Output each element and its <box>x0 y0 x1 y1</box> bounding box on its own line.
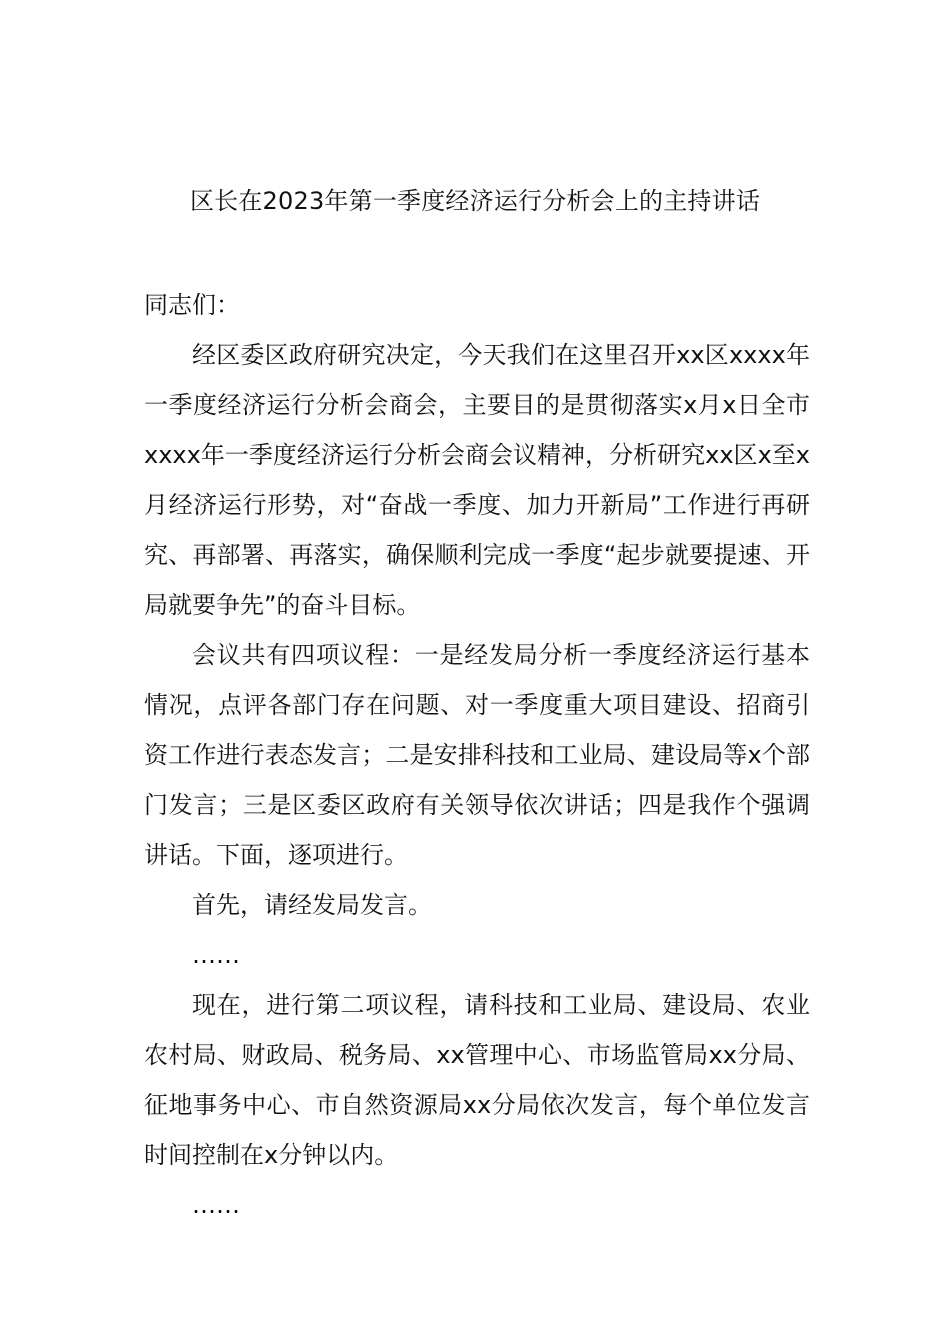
document-title: 区长在2023年第一季度经济运行分析会上的主持讲话 <box>189 187 761 215</box>
document-body <box>144 280 810 1230</box>
ellipsis-1: …… <box>192 941 240 969</box>
paragraph-first-speaker: 首先，请经发局发言。 <box>192 891 432 919</box>
paragraph-opening: 经区委区政府研究决定，今天我们在这里召开xx区xxxx年一季度经济运行分析会商会，主要目的是贯彻落实x月x日全市xxxx年一季度经济运行分析会商会议精神，分析研究xx区x至x月经济运行形势，对“奋战一季度、加力开新局”工作进行再研究、再部署、再落实，确保顺利完成一季度“起步就要提速、开局就要争先”的奋斗目标。 <box>144 341 810 619</box>
paragraph-second-agenda: 现在，进行第二项议程，请科技和工业局、建设局、农业农村局、财政局、税务局、xx管理中心、市场监管局xx分局、征地事务中心、市自然资源局xx分局依次发言，每个单位发言时间控制在x分钟以内。 <box>144 991 810 1169</box>
greeting: 同志们： <box>144 291 240 319</box>
ellipsis-2: …… <box>192 1191 240 1219</box>
paragraph-agenda: 会议共有四项议程：一是经发局分析一季度经济运行基本情况，点评各部门存在问题、对一季度重大项目建设、招商引资工作进行表态发言；二是安排科技和工业局、建设局等x个部门发言；三是区委区政府有关领导依次讲话；四是我作个强调讲话。下面，逐项进行。 <box>144 641 810 869</box>
